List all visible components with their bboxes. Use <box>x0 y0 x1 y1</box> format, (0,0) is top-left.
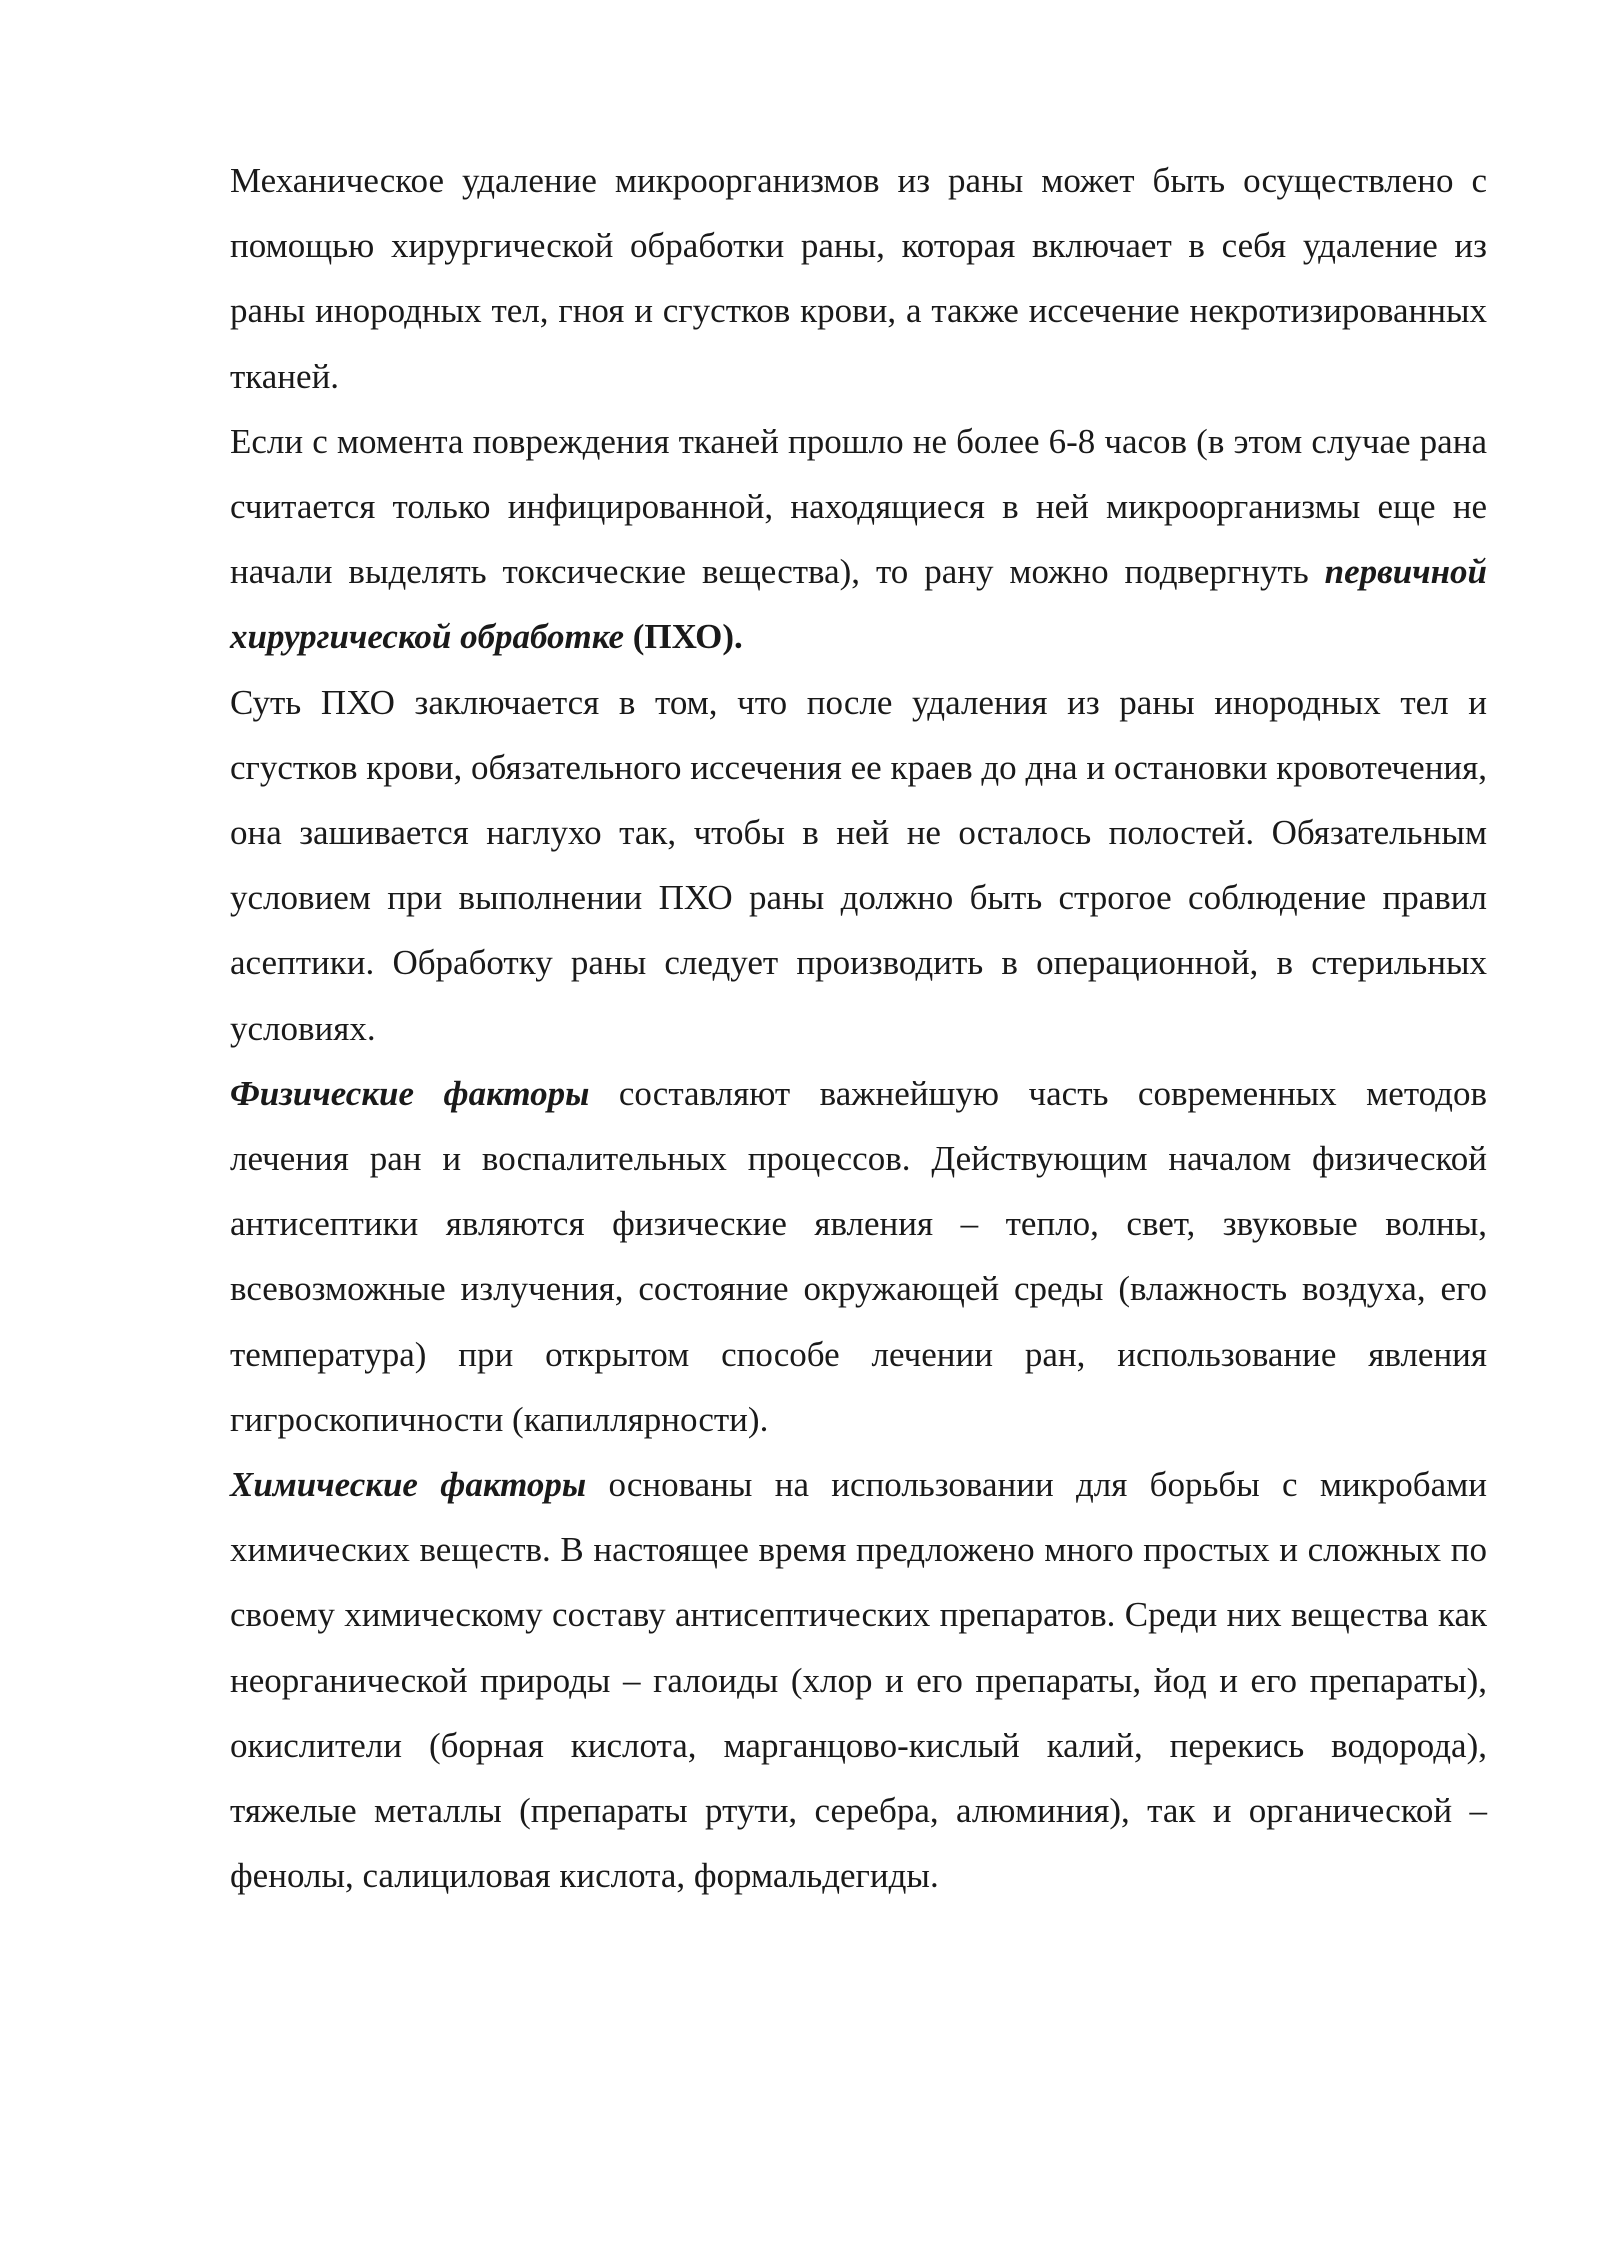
paragraph-text: Суть ПХО заключается в том, что после удаления из раны инородных тел и сгустков крови, обязательного иссечения ее краев до дна и остановки кровотечения, она зашивается наглухо так, чтобы в ней не осталось полостей. Обязательным условием при выполнении ПХО раны должно быть строгое соблюдение правил асептики. Обработку раны следует производить в операционной, в стерильных условиях. <box>230 682 1487 1048</box>
paragraph-text: составляют важнейшую часть современных методов лечения ран и воспалительных процессов. Действующим началом физической антисептики являются физические явления – тепло, свет, звуковые волны, всевозможные излучения, состояние окружающей среды (влажность воздуха, его температура) при открытом способе лечении ран, использование явления гигроскопичности (капиллярности). <box>230 1073 1488 1439</box>
emphasis-term: Химические факторы <box>230 1465 587 1505</box>
emphasis-term: первичной хирургической обработке <box>230 552 1487 657</box>
paragraph-mechanical-removal <box>230 148 1487 409</box>
paragraph-physical-factors <box>230 1061 1487 1452</box>
emphasis-abbreviation: (ПХО). <box>632 617 743 657</box>
paragraph-pho-conditions <box>230 409 1487 670</box>
emphasis-term: Физические факторы <box>230 1073 590 1113</box>
paragraph-pho-essence <box>230 670 1487 1061</box>
paragraph-text: Механическое удаление микроорганизмов из раны может быть осуществлено с помощью хирургической обработки раны, которая включает в себя удаление из раны инородных тел, гноя и сгустков крови, а также иссечение некротизированных тканей. <box>230 161 1487 396</box>
paragraph-text: основаны на использовании для борьбы с микробами химических веществ. В настоящее время предложено много простых и сложных по своему химическому составу антисептических препаратов. Среди них вещества как неорганической природы – галоиды (хлор и его препараты, йод и его препараты), окислители (борная кислота, марганцово-кислый калий, перекись водорода), тяжелые металлы (препараты ртути, серебра, алюминия), так и органической – фенолы, салициловая кислота, формальдегиды. <box>230 1465 1487 1896</box>
paragraph-text: Если с момента повреждения тканей прошло не более 6-8 часов (в этом случае рана считается только инфицированной, находящиеся в ней микроорганизмы еще не начали выделять токсические вещества), то рану можно подвергнуть <box>230 421 1487 592</box>
paragraph-chemical-factors <box>230 1452 1487 1908</box>
document-body <box>230 148 1487 1908</box>
